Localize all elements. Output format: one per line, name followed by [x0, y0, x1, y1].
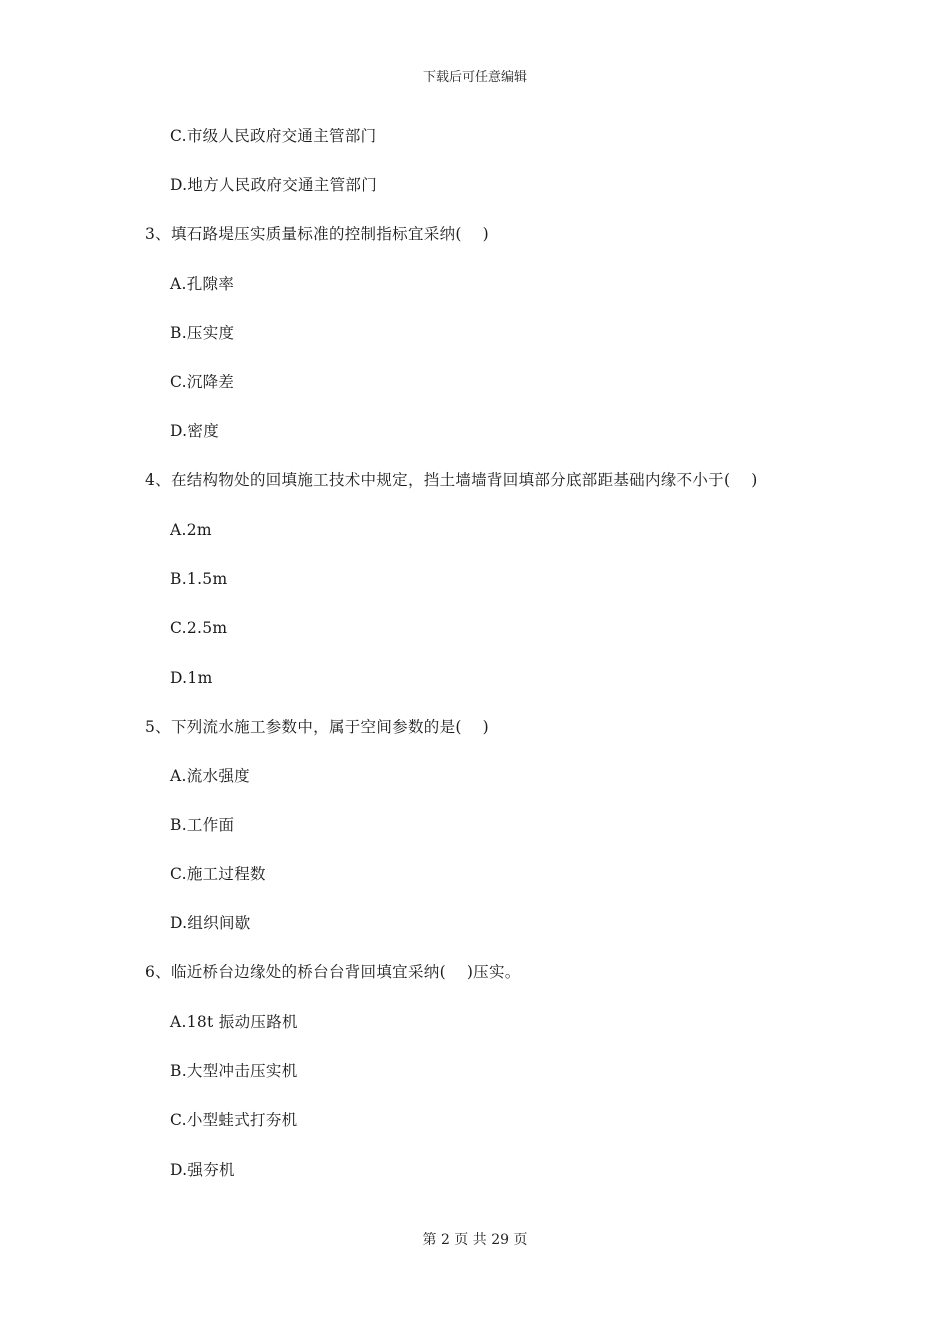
question-3: 3、填石路堤压实质量标准的控制指标宜采纳( ) — [145, 225, 489, 243]
option-6a: A.18t 振动压路机 — [170, 1013, 298, 1031]
option-6b: B.大型冲击压实机 — [170, 1062, 298, 1080]
option-3d: D.密度 — [170, 422, 220, 440]
option-5c: C.施工过程数 — [170, 865, 266, 883]
option-6d: D.强夯机 — [170, 1161, 235, 1179]
option-4a: A.2m — [170, 521, 212, 539]
option-5b: B.工作面 — [170, 816, 235, 834]
question-6: 6、临近桥台边缘处的桥台台背回填宜采纳( )压实。 — [145, 963, 521, 981]
option-5a: A.流水强度 — [170, 767, 250, 785]
option-3d-prev: D.地方人民政府交通主管部门 — [170, 176, 378, 194]
question-4: 4、在结构物处的回填施工技术中规定，挡土墙墙背回填部分底部距基础内缘不小于( ) — [145, 471, 758, 489]
option-6c: C.小型蛙式打夯机 — [170, 1111, 298, 1129]
option-4d: D.1m — [170, 669, 213, 687]
page-footer: 第 2 页 共 29 页 — [422, 1232, 528, 1248]
question-5: 5、下列流水施工参数中，属于空间参数的是( ) — [145, 718, 489, 736]
option-3c: C.沉降差 — [170, 373, 235, 391]
option-4c: C.2.5m — [170, 619, 228, 637]
page-header: 下载后可任意编辑 — [422, 70, 527, 85]
option-3c-prev: C.市级人民政府交通主管部门 — [170, 127, 377, 145]
option-4b: B.1.5m — [170, 570, 228, 588]
option-5d: D.组织间歇 — [170, 914, 251, 932]
option-3b: B.压实度 — [170, 324, 235, 342]
option-3a: A.孔隙率 — [170, 275, 235, 293]
